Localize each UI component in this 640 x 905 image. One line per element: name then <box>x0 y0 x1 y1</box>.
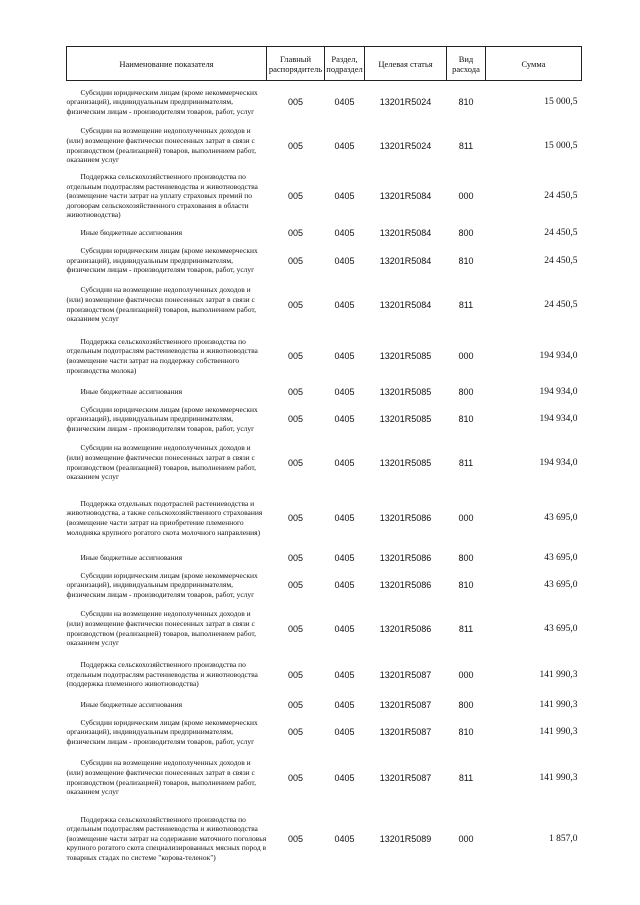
cell-sum: 15 000,5 <box>544 140 578 151</box>
cell-section: 0405 <box>334 772 355 783</box>
cell-sum: 43 695,0 <box>544 623 578 634</box>
cell-sum: 194 934,0 <box>539 457 578 468</box>
cell-admin: 005 <box>287 351 304 361</box>
cell-admin: 005 <box>287 386 304 397</box>
cell-name: Поддержка отдельных подотраслей растениеводства и животноводства, а также сельскохозяйственного страхования (возмещение части затрат на приобретение племенного молодняка крупного рогатого скота молочного направления) <box>66 498 263 537</box>
table-row <box>67 752 582 804</box>
cell-section: 0405 <box>334 699 355 710</box>
cell-section: 0405 <box>334 727 355 737</box>
cell-article: 13201R5085 <box>379 351 432 361</box>
cell-section: 0405 <box>334 191 355 201</box>
table-row <box>67 168 582 225</box>
cell-type: 810 <box>458 727 474 737</box>
cell-name: Субсидии юридическим лицам (кроме некоммерческих организаций), индивидуальным предпринимателям, физическим лицам - производителям товаров, работ, услуг <box>66 404 258 433</box>
cell-section: 0405 <box>334 552 355 563</box>
cell-name: Поддержка сельскохозяйственного производства по отдельным подотраслям растениеводства и животноводства (поддержка племенного животноводства) <box>66 660 258 689</box>
cell-name: Иные бюджетные ассигнования <box>80 227 183 237</box>
cell-sum: 141 990,3 <box>539 772 578 783</box>
cell-sum: 24 450,5 <box>544 191 578 201</box>
header-sum: Сумма <box>486 47 582 81</box>
cell-admin: 005 <box>287 772 304 783</box>
cell-sum: 15 000,5 <box>544 97 578 108</box>
cell-admin: 005 <box>287 299 304 310</box>
cell-type: 000 <box>458 351 474 361</box>
cell-sum: 1 857,0 <box>549 833 578 844</box>
cell-article: 13201R5084 <box>379 255 432 266</box>
header-section: Раздел, подраздел <box>325 47 365 81</box>
table-row <box>67 550 582 566</box>
cell-section: 0405 <box>334 351 355 361</box>
cell-section: 0405 <box>334 623 355 634</box>
cell-section: 0405 <box>334 227 355 238</box>
cell-article: 13201R5024 <box>379 97 432 108</box>
cell-name: Субсидии на возмещение недополученных доходов и (или) возмещение фактически понесенных затрат в связи с производством (реализацией) товаров, выполнением работ, оказанием услуг <box>66 126 256 165</box>
table-row <box>67 653 582 697</box>
cell-article: 13201R5086 <box>379 513 432 523</box>
cell-admin: 005 <box>287 414 304 424</box>
cell-sum: 43 695,0 <box>544 513 578 523</box>
table-row <box>67 329 582 384</box>
cell-section: 0405 <box>334 299 355 310</box>
cell-name: Поддержка сельскохозяйственного производства по отдельным подотраслям растениеводства и животноводства (возмещение части затрат на уплату страховых премий по договорам сельскохозяйственного страхования в области животноводства) <box>66 172 258 220</box>
cell-article: 13201R5085 <box>379 457 432 468</box>
cell-type: 810 <box>458 414 474 424</box>
cell-admin: 005 <box>287 669 304 680</box>
cell-sum: 24 450,5 <box>544 255 578 266</box>
cell-section: 0405 <box>334 580 355 590</box>
cell-type: 811 <box>458 623 474 634</box>
table-row <box>67 124 582 168</box>
cell-type: 800 <box>458 699 474 710</box>
cell-admin: 005 <box>287 255 304 266</box>
cell-section: 0405 <box>334 457 355 468</box>
cell-article: 13201R5084 <box>379 191 432 201</box>
table-header-row <box>67 47 582 81</box>
cell-article: 13201R5024 <box>379 140 432 151</box>
table-row <box>67 713 582 752</box>
table-row <box>67 241 582 281</box>
header-type: Вид расхода <box>447 47 486 81</box>
cell-admin: 005 <box>287 513 304 523</box>
cell-name: Субсидии на возмещение недополученных доходов и (или) возмещение фактически понесенных затрат в связи с производством (реализацией) товаров, выполнением работ, оказанием услуг <box>66 285 256 324</box>
cell-admin: 005 <box>287 833 304 844</box>
cell-sum: 24 450,5 <box>544 227 578 238</box>
table-row <box>67 697 582 713</box>
cell-article: 13201R5087 <box>379 772 432 783</box>
cell-article: 13201R5086 <box>379 623 432 634</box>
cell-article: 13201R5087 <box>379 727 432 737</box>
cell-admin: 005 <box>287 140 304 151</box>
table-row <box>67 439 582 487</box>
budget-table <box>66 46 582 874</box>
cell-type: 000 <box>458 191 474 201</box>
cell-type: 810 <box>458 255 474 266</box>
cell-sum: 24 450,5 <box>544 299 578 310</box>
cell-type: 800 <box>458 386 474 397</box>
table-row <box>67 804 582 874</box>
cell-section: 0405 <box>334 140 355 151</box>
table-row <box>67 384 582 400</box>
cell-section: 0405 <box>334 669 355 680</box>
header-name: Наименование показателя <box>67 47 267 81</box>
cell-type: 000 <box>458 669 474 680</box>
cell-name: Субсидии юридическим лицам (кроме некоммерческих организаций), индивидуальным предпринимателям, физическим лицам - производителям товаров, работ, услуг <box>66 717 258 746</box>
cell-article: 13201R5086 <box>379 552 432 563</box>
cell-article: 13201R5086 <box>379 580 432 590</box>
cell-type: 800 <box>458 552 474 563</box>
cell-admin: 005 <box>287 552 304 563</box>
cell-sum: 194 934,0 <box>539 386 578 397</box>
table-row <box>67 81 582 124</box>
cell-name: Поддержка сельскохозяйственного производства по отдельным подотраслям растениеводства и животноводства (возмещение части затрат на содержание маточного поголовья крупного рогатого скота специализированных мясных пород в товарных стадах по системе "корова-теленок") <box>66 814 267 862</box>
cell-article: 13201R5084 <box>379 227 432 238</box>
table-row <box>67 281 582 329</box>
cell-section: 0405 <box>334 414 355 424</box>
cell-name: Субсидии юридическим лицам (кроме некоммерческих организаций), индивидуальным предпринимателям, физическим лицам - производителям товаров, работ, услуг <box>66 87 258 117</box>
cell-admin: 005 <box>287 457 304 468</box>
cell-name: Поддержка сельскохозяйственного производства по отдельным подотраслям растениеводства и животноводства (возмещение части затрат на поддержку собственного производства молока) <box>66 336 258 375</box>
table-row <box>67 400 582 439</box>
cell-type: 811 <box>458 299 474 310</box>
cell-section: 0405 <box>334 833 355 844</box>
table-row <box>67 487 582 550</box>
cell-admin: 005 <box>287 727 304 737</box>
cell-section: 0405 <box>334 255 355 266</box>
cell-type: 000 <box>458 513 474 523</box>
cell-section: 0405 <box>334 97 355 108</box>
cell-article: 13201R5085 <box>379 414 432 424</box>
cell-sum: 194 934,0 <box>539 351 578 361</box>
table-row <box>67 225 582 241</box>
cell-type: 810 <box>458 580 474 590</box>
cell-name: Субсидии на возмещение недополученных доходов и (или) возмещение фактически понесенных затрат в связи с производством (реализацией) товаров, выполнением работ, оказанием услуг <box>66 443 256 482</box>
cell-type: 800 <box>458 227 474 238</box>
cell-type: 811 <box>458 140 474 151</box>
cell-article: 13201R5087 <box>379 669 432 680</box>
table-row <box>67 605 582 653</box>
cell-admin: 005 <box>287 191 304 201</box>
cell-type: 000 <box>458 833 474 844</box>
cell-admin: 005 <box>287 699 304 710</box>
header-admin: Главный распорядитель <box>267 47 325 81</box>
cell-sum: 141 990,3 <box>539 699 578 710</box>
cell-type: 811 <box>458 772 474 783</box>
cell-admin: 005 <box>287 97 304 108</box>
cell-sum: 43 695,0 <box>544 580 578 590</box>
cell-sum: 43 695,0 <box>544 552 578 563</box>
cell-name: Иные бюджетные ассигнования <box>80 552 183 562</box>
table-row <box>67 566 582 605</box>
cell-type: 811 <box>458 457 474 468</box>
cell-article: 13201R5089 <box>379 833 432 844</box>
cell-name: Субсидии на возмещение недополученных доходов и (или) возмещение фактически понесенных затрат в связи с производством (реализацией) товаров, выполнением работ, оказанием услуг <box>66 609 256 648</box>
cell-type: 810 <box>458 97 474 108</box>
cell-name: Субсидии на возмещение недополученных доходов и (или) возмещение фактически понесенных затрат в связи с производством (реализацией) товаров, выполнением работ, оказанием услуг <box>66 758 256 797</box>
cell-article: 13201R5087 <box>379 699 432 710</box>
cell-name: Иные бюджетные ассигнования <box>80 386 183 396</box>
cell-sum: 141 990,3 <box>539 727 578 737</box>
cell-sum: 141 990,3 <box>539 669 578 680</box>
cell-name: Иные бюджетные ассигнования <box>80 699 183 709</box>
cell-section: 0405 <box>334 513 355 523</box>
cell-article: 13201R5084 <box>379 299 432 310</box>
cell-section: 0405 <box>334 386 355 397</box>
cell-name: Субсидии юридическим лицам (кроме некоммерческих организаций), индивидуальным предпринимателям, физическим лицам - производителям товаров, работ, услуг <box>66 570 258 599</box>
cell-sum: 194 934,0 <box>539 414 578 424</box>
cell-article: 13201R5085 <box>379 386 432 397</box>
cell-admin: 005 <box>287 227 304 238</box>
header-article: Целевая статья <box>365 47 447 81</box>
cell-admin: 005 <box>287 623 304 634</box>
cell-admin: 005 <box>287 580 304 590</box>
cell-name: Субсидии юридическим лицам (кроме некоммерческих организаций), индивидуальным предпринимателям, физическим лицам - производителям товаров, работ, услуг <box>66 246 258 275</box>
